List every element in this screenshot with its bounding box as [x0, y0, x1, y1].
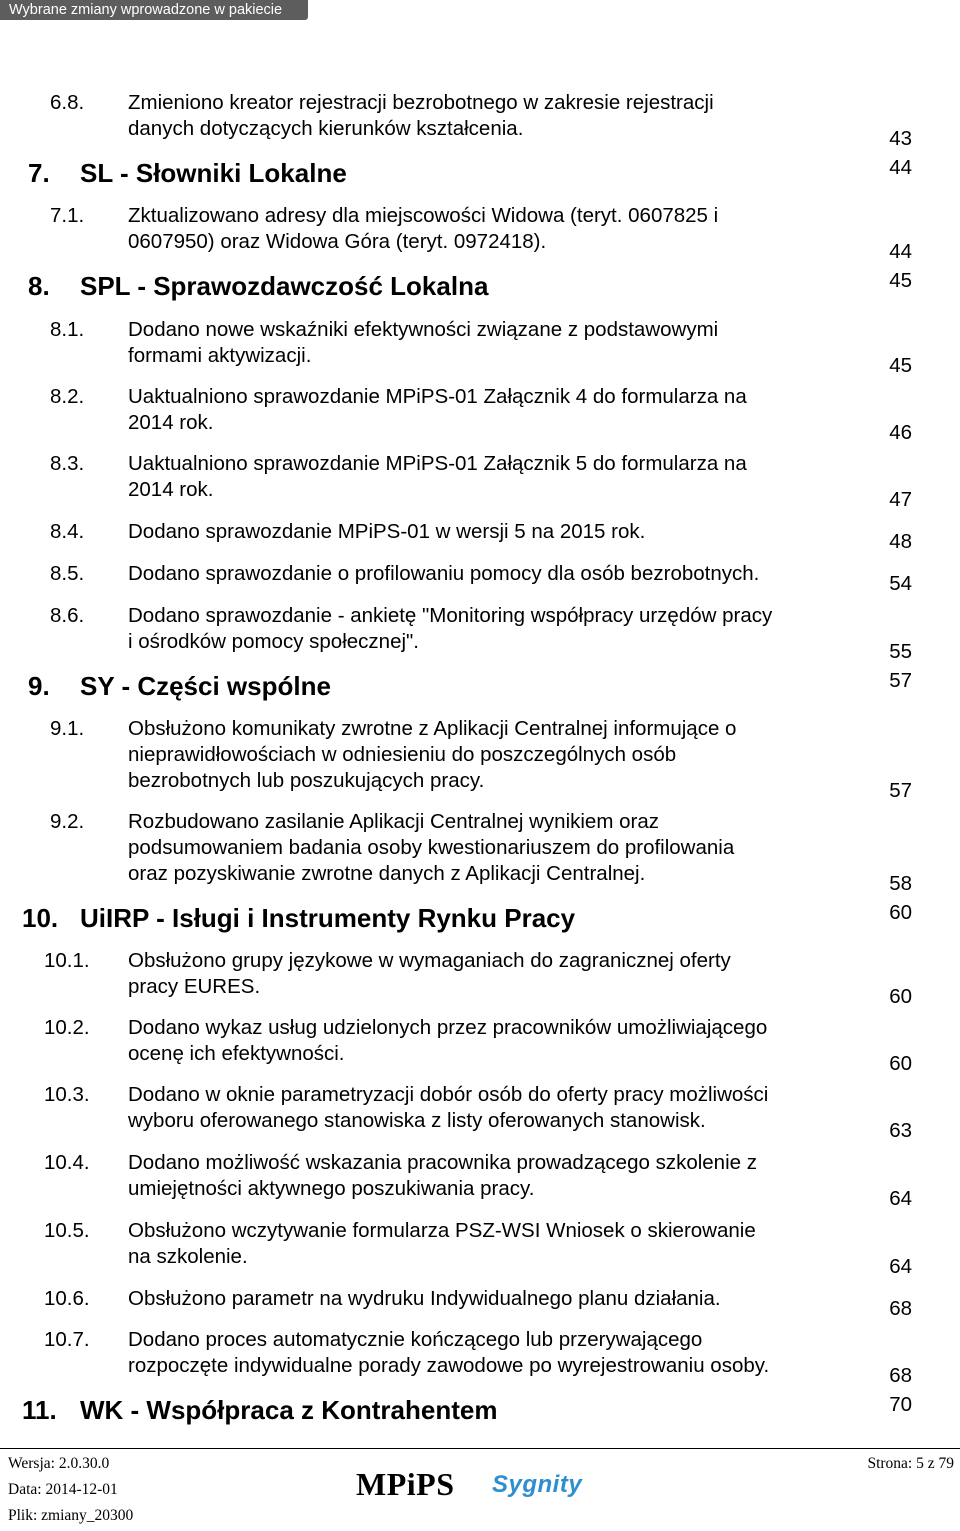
- footer-date: Data: 2014-12-01: [8, 1481, 118, 1498]
- page-footer: [0, 1448, 960, 1531]
- toc-title-line: ocenę ich efektywności.: [128, 1042, 345, 1065]
- toc-page-number: 60: [889, 1052, 912, 1075]
- window-title: Wybrane zmiany wprowadzone w pakiecie: [0, 0, 308, 20]
- toc-title-line: na szkolenie.: [128, 1245, 248, 1268]
- toc-title-line: oraz pozyskiwanie zwrotne danych z Aplikacji Centralnej.: [128, 862, 646, 885]
- toc-number: 8.3.: [50, 452, 85, 475]
- toc-page-number: 54: [889, 572, 912, 595]
- toc-page-number: 47: [889, 488, 912, 511]
- toc-title-line: Uaktualniono sprawozdanie MPiPS-01 Załącznik 5 do formularza na: [128, 452, 747, 475]
- toc-title-line: SL - Słowniki Lokalne: [80, 158, 347, 188]
- mpips-logo: MPiPS: [356, 1466, 455, 1502]
- toc-title-line: Dodano możliwość wskazania pracownika prowadzącego szkolenie z: [128, 1151, 757, 1174]
- toc-title-line: 2014 rok.: [128, 478, 214, 501]
- toc-page-number: 55: [889, 640, 912, 663]
- toc-title-line: umiejętności aktywnego poszukiwania pracy.: [128, 1177, 535, 1200]
- toc-title-line: 0607950) oraz Widowa Góra (teryt. 0972418).: [128, 230, 547, 253]
- toc-number: 8.5.: [50, 562, 85, 585]
- toc-number: 8.: [28, 271, 50, 301]
- footer-file: Plik: zmiany_20300: [8, 1507, 134, 1524]
- toc-page-number: 64: [889, 1187, 912, 1210]
- toc-title-line: Dodano w oknie parametryzacji dobór osób do oferty pracy możliwości: [128, 1083, 769, 1106]
- toc-title-line: Zmieniono kreator rejestracji bezrobotnego w zakresie rejestracji: [128, 91, 714, 114]
- footer-page-number: Strona: 5 z 79: [867, 1455, 954, 1472]
- toc-page-number: 58: [889, 872, 912, 895]
- toc-title-line: Obsłużono grupy językowe w wymaganiach do zagranicznej oferty: [128, 949, 731, 972]
- toc-title-line: nieprawidłowościach w odniesieniu do poszczególnych osób: [128, 743, 677, 766]
- toc-title-line: podsumowaniem badania osoby kwestionariuszem do profilowania: [128, 836, 735, 859]
- toc-page-number: 43: [889, 127, 912, 150]
- toc-page-number: 60: [889, 901, 912, 924]
- toc-page-number: 45: [889, 354, 912, 377]
- toc-number: 10.4.: [44, 1151, 90, 1174]
- toc-number: 9.2.: [50, 810, 85, 833]
- toc-number: 10.1.: [44, 949, 90, 972]
- toc-number: 9.: [28, 671, 50, 701]
- toc-title-line: wyboru oferowanego stanowiska z listy oferowanych stanowisk.: [128, 1109, 706, 1132]
- toc-page-number: 46: [889, 421, 912, 444]
- toc-title-line: pracy EURES.: [128, 975, 261, 998]
- toc-number: 8.1.: [50, 318, 85, 341]
- toc-page-number: 45: [889, 269, 912, 292]
- toc-number: 8.4.: [50, 520, 85, 543]
- toc-number: 9.1.: [50, 717, 85, 740]
- toc-page-number: 44: [889, 156, 912, 179]
- sygnity-logo: Sygnity: [492, 1471, 583, 1498]
- toc-number: 10.3.: [44, 1083, 90, 1106]
- toc-number: 8.2.: [50, 385, 85, 408]
- toc-page-number: 70: [889, 1393, 912, 1416]
- toc-title-line: Obsłużono wczytywanie formularza PSZ-WSI Wniosek o skierowanie: [128, 1219, 756, 1242]
- toc-number: 11.: [22, 1395, 57, 1425]
- toc-title-line: Dodano wykaz usług udzielonych przez pracowników umożliwiającego: [128, 1016, 768, 1039]
- toc-page-number: 63: [889, 1119, 912, 1142]
- toc-page-number: 68: [889, 1364, 912, 1387]
- toc-title-line: Dodano sprawozdanie o profilowaniu pomocy dla osób bezrobotnych.: [128, 562, 760, 585]
- toc-title-line: bezrobotnych lub poszukujących pracy.: [128, 769, 485, 792]
- toc-title-line: Dodano nowe wskaźniki efektywności związane z podstawowymi: [128, 318, 719, 341]
- toc-number: 7.: [28, 158, 50, 188]
- toc-title-line: Obsłużono parametr na wydruku Indywidualnego planu działania.: [128, 1287, 721, 1310]
- toc-number: 7.1.: [50, 204, 85, 227]
- toc-title-line: Dodano sprawozdanie MPiPS-01 w wersji 5 na 2015 rok.: [128, 520, 646, 543]
- toc-title-line: Uaktualniono sprawozdanie MPiPS-01 Załącznik 4 do formularza na: [128, 385, 747, 408]
- toc-page-number: 44: [889, 240, 912, 263]
- toc-title-line: Dodano proces automatycznie kończącego lub przerywającego: [128, 1328, 703, 1351]
- toc-title-line: WK - Współpraca z Kontrahentem: [80, 1395, 498, 1425]
- toc-page-number: 60: [889, 985, 912, 1008]
- toc-title-line: Zktualizowano adresy dla miejscowości Widowa (teryt. 0607825 i: [128, 204, 719, 227]
- toc-number: 8.6.: [50, 604, 85, 627]
- toc-title-line: i ośrodków pomocy społecznej".: [128, 630, 419, 653]
- toc-title-line: SY - Części wspólne: [80, 671, 331, 701]
- toc-number: 10.5.: [44, 1219, 90, 1242]
- toc-title-line: formami aktywizacji.: [128, 344, 312, 367]
- toc-page-number: 48: [889, 530, 912, 553]
- toc-title-line: rozpoczęte indywidualne porady zawodowe po wyrejestrowaniu osoby.: [128, 1354, 770, 1377]
- footer-version: Wersja: 2.0.30.0: [8, 1455, 110, 1472]
- toc-title-line: danych dotyczących kierunków kształcenia.: [128, 117, 524, 140]
- toc-page-number: 68: [889, 1297, 912, 1320]
- toc-number: 10.6.: [44, 1287, 90, 1310]
- toc-number: 10.7.: [44, 1328, 90, 1351]
- toc-title-line: Dodano sprawozdanie - ankietę "Monitoring współpracy urzędów pracy: [128, 604, 773, 627]
- toc-number: 10.: [22, 903, 59, 933]
- toc-title-line: SPL - Sprawozdawczość Lokalna: [80, 271, 489, 301]
- toc-title-line: Rozbudowano zasilanie Aplikacji Centralnej wynikiem oraz: [128, 810, 659, 833]
- toc-title-line: UiIRP - Isługi i Instrumenty Rynku Pracy: [80, 903, 576, 933]
- toc-title-line: 2014 rok.: [128, 411, 214, 434]
- toc-page-number: 64: [889, 1255, 912, 1278]
- toc-number: 10.2.: [44, 1016, 90, 1039]
- toc-page-number: 57: [889, 779, 912, 802]
- toc-title-line: Obsłużono komunikaty zwrotne z Aplikacji Centralnej informujące o: [128, 717, 737, 740]
- toc-number: 6.8.: [50, 91, 85, 114]
- toc-page-number: 57: [889, 669, 912, 692]
